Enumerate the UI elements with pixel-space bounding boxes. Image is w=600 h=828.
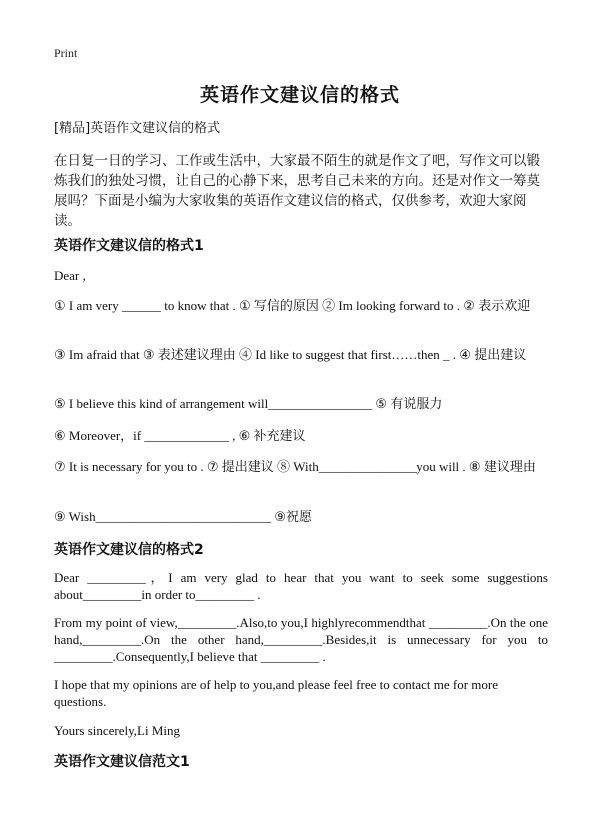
section1-line-6: ⑦ It is necessary for you to . ⑦ 提出建议 ⑧ With_______________you will . ⑧ 建议理由 <box>54 459 536 474</box>
doc-subtitle: [精品]英语作文建议信的格式 <box>54 121 221 136</box>
section2-heading: 英语作文建议信的格式2 <box>54 542 204 558</box>
print-link[interactable]: Print <box>54 46 78 60</box>
section1-line-7: ⑨ Wish___________________________ ⑨祝愿 <box>54 509 312 524</box>
section1-line-3: ③ Im afraid that ③ 表述建议理由 ④ Id like to suggest that first……then _ . ④ 提出建议 <box>54 347 527 362</box>
section2-line-2: From my point of view,_________.Also,to you,I highlyrecommendthat _________.On the one hand,_________.On the other hand,_________.Besides,it is unnecessary for you to _________.Consequently,I believe that _________ . <box>54 615 548 664</box>
section1-line-2: ① I am very ______ to know that . ① 写信的原因 ② Im looking forward to . ② 表示欢迎 <box>54 298 531 313</box>
section2-line-4: Yours sincerely,Li Ming <box>54 723 181 738</box>
page-title: 英语作文建议信的格式 <box>199 84 400 106</box>
section2-line-3: I hope that my opinions are of help to you,and please feel free to contact me for more questions. <box>54 677 499 709</box>
section1-heading: 英语作文建议信的格式1 <box>54 238 204 254</box>
section3-heading: 英语作文建议信范文1 <box>54 754 190 770</box>
section1-line-5: ⑥ Moreover，if _____________ , ⑥ 补充建议 <box>54 428 306 443</box>
section2-line-1: Dear _________，I am very glad to hear that you want to seek some suggestions about_________in order to_________ . <box>54 570 548 602</box>
section1-line-4: ⑤ I believe this kind of arrangement will________________ ⑤ 有说服力 <box>54 396 443 411</box>
intro-paragraph: 在日复一日的学习、工作或生活中，大家最不陌生的就是作文了吧，写作文可以锻炼我们的独处习惯，让自己的心静下来，思考自己未来的方向。还是对作文一筹莫展吗？下面是小编为大家收集的英语作文建议信的格式，仅供参考，欢迎大家阅读。 <box>54 153 540 229</box>
section1-line-1: Dear , <box>54 268 86 283</box>
